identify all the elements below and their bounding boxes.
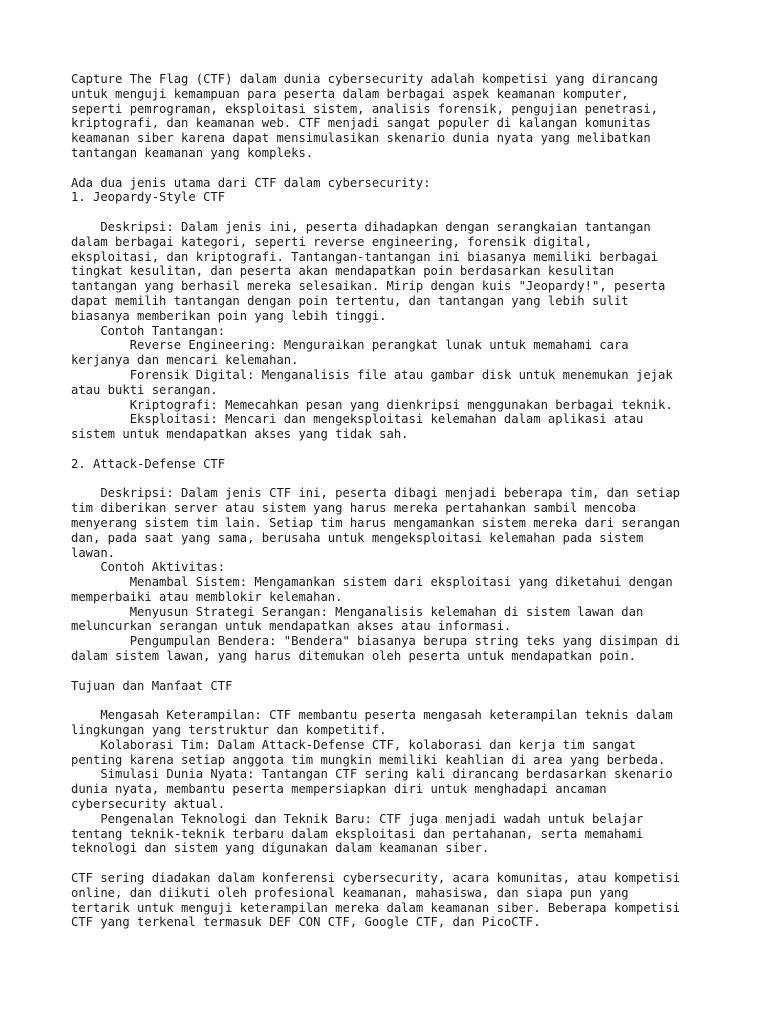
closing-paragraph: CTF sering diadakan dalam konferensi cybersecurity, acara komunitas, atau kompetisi online, dan diikuti oleh profesional keamanan, mahasiswa, dan siapa pun yang tertarik untuk menguji keterampilan mereka dalam keamanan siber. Beberapa kompetisi CTF yang terkenal termasuk DEF CON CTF, Google CTF, dan PicoCTF. [71,871,681,930]
goals-section: Mengasah Keterampilan: CTF membantu peserta mengasah keterampilan teknis dalam lingkungan yang terstruktur dan kompetitif. Kolaborasi Tim: Dalam Attack-Defense CTF, kolaborasi dan kerja tim sangat penting karena setiap anggota tim mungkin memiliki keahlian di area yang berbeda. Simulasi Dunia Nyata: Tantangan CTF sering kali dirancang berdasarkan skenario dunia nyata, membantu peserta mempersiapkan diri untuk menghadapi ancaman cybersecurity aktual. Pengenalan Teknologi dan Teknik Baru: CTF juga menjadi wadah untuk belajar tentang teknik-teknik terbaru dalam eksploitasi dan pertahanan, serta memahami teknologi dan sistem yang digunakan dalam keamanan siber. [71,708,673,856]
jeopardy-section: Deskripsi: Dalam jenis ini, peserta dihadapkan dengan serangkaian tantangan dalam berbagai kategori, seperti reverse engineering, forensik digital, eksploitasi, dan kriptografi. Tantangan-tantangan ini biasanya memiliki berbagai tingkat kesulitan, dan peserta akan mendapatkan poin berdasarkan kesulitan tantangan yang berhasil mereka selesaikan. Mirip dengan kuis "Jeopardy!", peserta dapat memilih tantangan dengan poin tertentu, dan tantangan yang lebih sulit biasanya memberikan poin yang lebih tinggi. Contoh Tantangan: Reverse Engineering: Menguraikan perangkat lunak untuk memahami cara kerjanya dan mencari kelemahan. Forensik Digital: Menganalisis file atau gambar disk untuk menemukan jejak atau bukti serangan. Kriptografi: Memecahkan pesan yang dienkripsi menggunakan berbagai teknik. Eksploitasi: Mencari dan mengeksploitasi kelemahan dalam aplikasi atau sistem untuk mendapatkan akses yang tidak sah. [71,219,673,442]
paragraph-gap [71,205,708,220]
paragraph-gap [71,693,708,708]
paragraph-gap [71,161,708,176]
paragraph-gap [71,664,708,679]
goals-heading: Tujuan dan Manfaat CTF [71,678,233,693]
ctf-types-heading: Ada dua jenis utama dari CTF dalam cybersecurity: 1. Jeopardy-Style CTF [71,175,431,205]
attack-defense-heading: 2. Attack-Defense CTF [71,456,226,471]
attack-defense-section: Deskripsi: Dalam jenis CTF ini, peserta dibagi menjadi beberapa tim, dan setiap tim diberikan server atau sistem yang harus mereka pertahankan sambil mencoba menyerang sistem tim lain. Setiap tim harus mengamankan sistem mereka dari serangan dan, pada saat yang sama, berusaha untuk mengeksploitasi kelemahan pada sistem lawan. Contoh Aktivitas: Menambal Sistem: Mengamankan sistem dari eksploitasi yang diketahui dengan memperbaiki atau memblokir kelemahan. Menyusun Strategi Serangan: Menganalisis kelemahan di sistem lawan dan meluncurkan serangan untuk mendapatkan akses atau informasi. Pengumpulan Bendera: "Bendera" biasanya berupa string teks yang disimpan di dalam sistem lawan, yang harus ditemukan oleh peserta untuk mendapatkan poin. [71,486,681,664]
paragraph-gap [71,442,708,457]
paragraph-gap [71,472,708,487]
intro-paragraph: Capture The Flag (CTF) dalam dunia cybersecurity adalah kompetisi yang dirancang untuk menguji kemampuan para peserta dalam berbagai aspek keamanan komputer, seperti pemrograman, eksploitasi sistem, analisis forensik, pengujian penetrasi, kriptografi, dan keamanan web. CTF menjadi sangat populer di kalangan komunitas keamanan siber karena dapat mensimulasikan skenario dunia nyata yang melibatkan tantangan keamanan yang kompleks. [71,72,658,160]
paragraph-gap [71,856,708,871]
